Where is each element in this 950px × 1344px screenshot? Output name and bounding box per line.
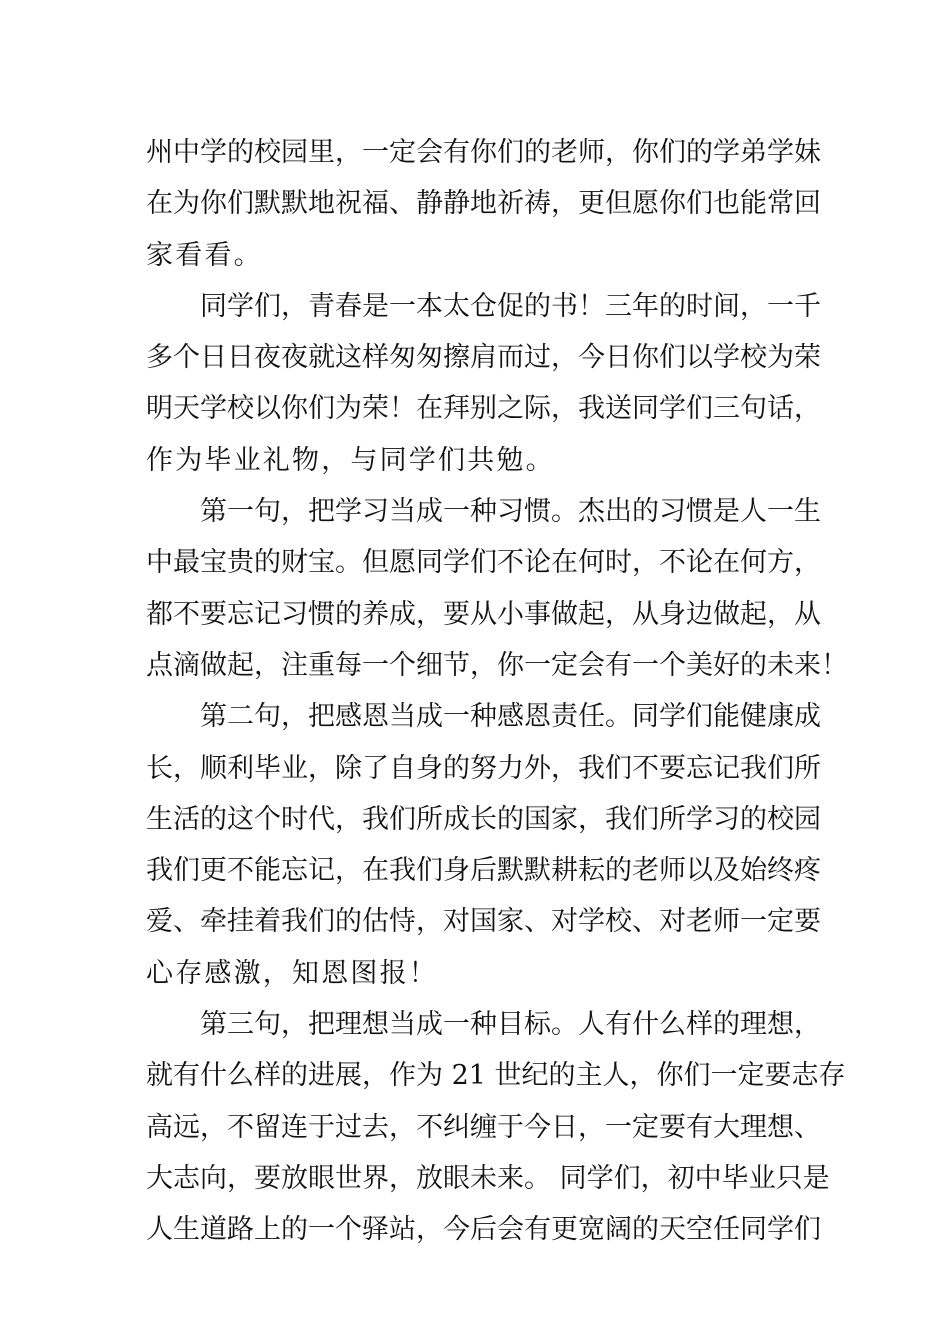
paragraph-first-line: 同学们，青春是一本太仓促的书！三年的时间，一千 [200,290,821,322]
text-line: 长，顺利毕业，除了自身的努力外，我们不要忘记我们所 [146,752,821,784]
text-line: 大志向，要放眼世界，放眼未来。 同学们，初中毕业只是 [146,1162,830,1194]
paragraph-first-line: 第一句，把学习当成一种习惯。杰出的习惯是人一生 [200,496,821,528]
text-line: 家看看。 [146,239,263,271]
text-line: 作为毕业礼物，与同学们共勉。 [146,444,555,476]
text-line: 多个日日夜夜就这样匆匆擦肩而过，今日你们以学校为荣 [146,342,821,374]
body-text [146,127,848,1256]
text-line: 点滴做起，注重每一个细节，你一定会有一个美好的未来！ [146,649,848,681]
text-line: 就有什么样的进展，作为 21 世纪的主人，你们一定要志存 [146,1060,846,1092]
text-line: 在为你们默默地祝福、静静地祈祷，更但愿你们也能常回 [146,188,821,220]
text-line: 都不要忘记习惯的养成，要从小事做起，从身边做起，从 [146,598,821,630]
paragraph-first-line: 第三句，把理想当成一种目标。人有什么样的理想， [200,1009,821,1041]
text-line: 我们更不能忘记，在我们身后默默耕耘的老师以及始终疼 [146,855,821,887]
text-line: 生活的这个时代，我们所成长的国家，我们所学习的校园 [146,803,821,835]
text-line: 爱、牵挂着我们的估恃，对国家、对学校、对老师一定要 [146,906,821,938]
text-line: 中最宝贵的财宝。但愿同学们不论在何时，不论在何方， [146,547,821,579]
text-line: 明天学校以你们为荣！在拜别之际，我送同学们三句话， [146,393,821,425]
text-line: 高远，不留连于过去，不纠缠于今日，一定要有大理想、 [146,1111,821,1143]
text-line: 人生道路上的一个驿站，今后会有更宽阔的天空任同学们 [146,1214,821,1246]
paragraph-first-line: 第二句，把感恩当成一种感恩责任。同学们能健康成 [200,701,821,733]
text-line: 州中学的校园里，一定会有你们的老师，你们的学弟学妹 [146,137,821,168]
text-line: 心存感激，知恩图报！ [146,957,438,989]
